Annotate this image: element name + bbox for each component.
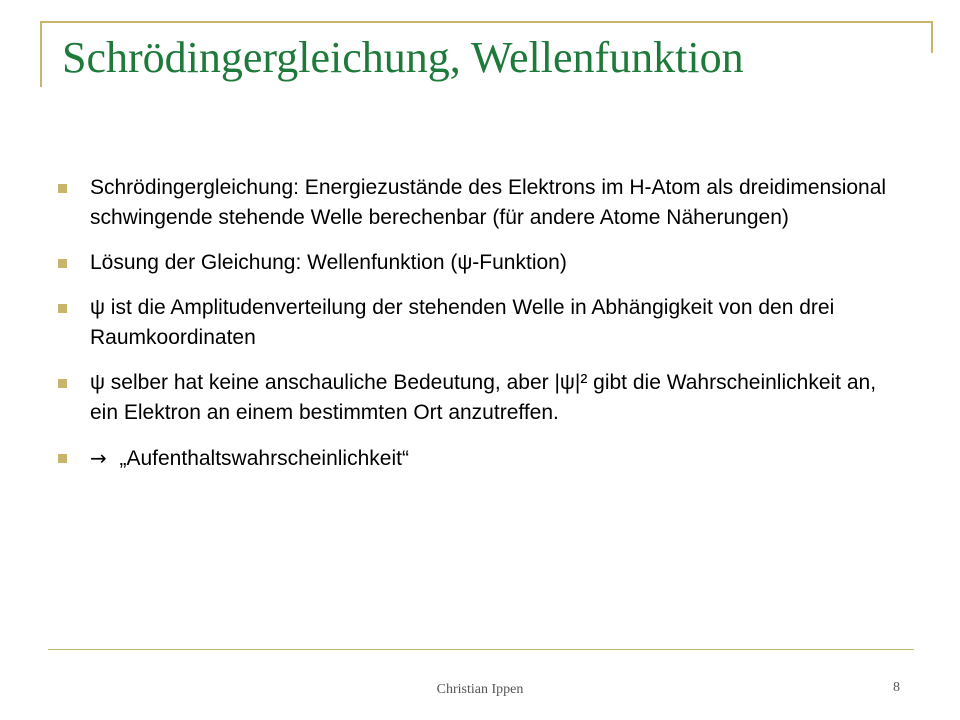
bullet-square-icon — [58, 259, 67, 268]
bullet-square-icon — [58, 184, 67, 193]
bullet-item — [58, 443, 888, 474]
bullet-text: Schrödingergleichung: Energiezustände des Elektrons im H-Atom als dreidimensional schwingende stehende Welle berechenbar (für andere Atome Näherungen) — [90, 176, 887, 229]
bullet-item — [58, 248, 888, 278]
bullet-item — [58, 173, 888, 233]
bullet-square-icon — [58, 304, 67, 313]
bullet-item — [58, 293, 888, 353]
bullet-text: ψ selber hat keine anschauliche Bedeutung, aber |ψ|² gibt die Wahrscheinlichkeit an, ein Elektron an einem bestimmten Ort anzutreffen. — [90, 371, 877, 424]
frame-left-border — [40, 21, 42, 87]
page-number: 8 — [893, 680, 900, 695]
bullet-square-icon — [58, 379, 67, 388]
frame-top-border — [40, 21, 933, 23]
bullet-item — [58, 368, 888, 428]
bullet-text: „Aufenthaltswahrscheinlichkeit“ — [119, 447, 409, 470]
frame-right-border — [931, 21, 933, 53]
right-arrow-icon: → — [90, 446, 120, 470]
bullet-square-icon — [58, 454, 67, 463]
bullet-text: ψ ist die Amplitudenverteilung der stehenden Welle in Abhängigkeit von den drei Raumkoordinaten — [90, 296, 835, 349]
bullet-text: Lösung der Gleichung: Wellenfunktion (ψ-Funktion) — [90, 251, 567, 274]
bullet-list — [58, 173, 888, 489]
slide-title: Schrödingergleichung, Wellenfunktion — [62, 33, 744, 82]
footer-divider — [48, 649, 914, 650]
footer-author: Christian Ippen — [436, 682, 524, 697]
